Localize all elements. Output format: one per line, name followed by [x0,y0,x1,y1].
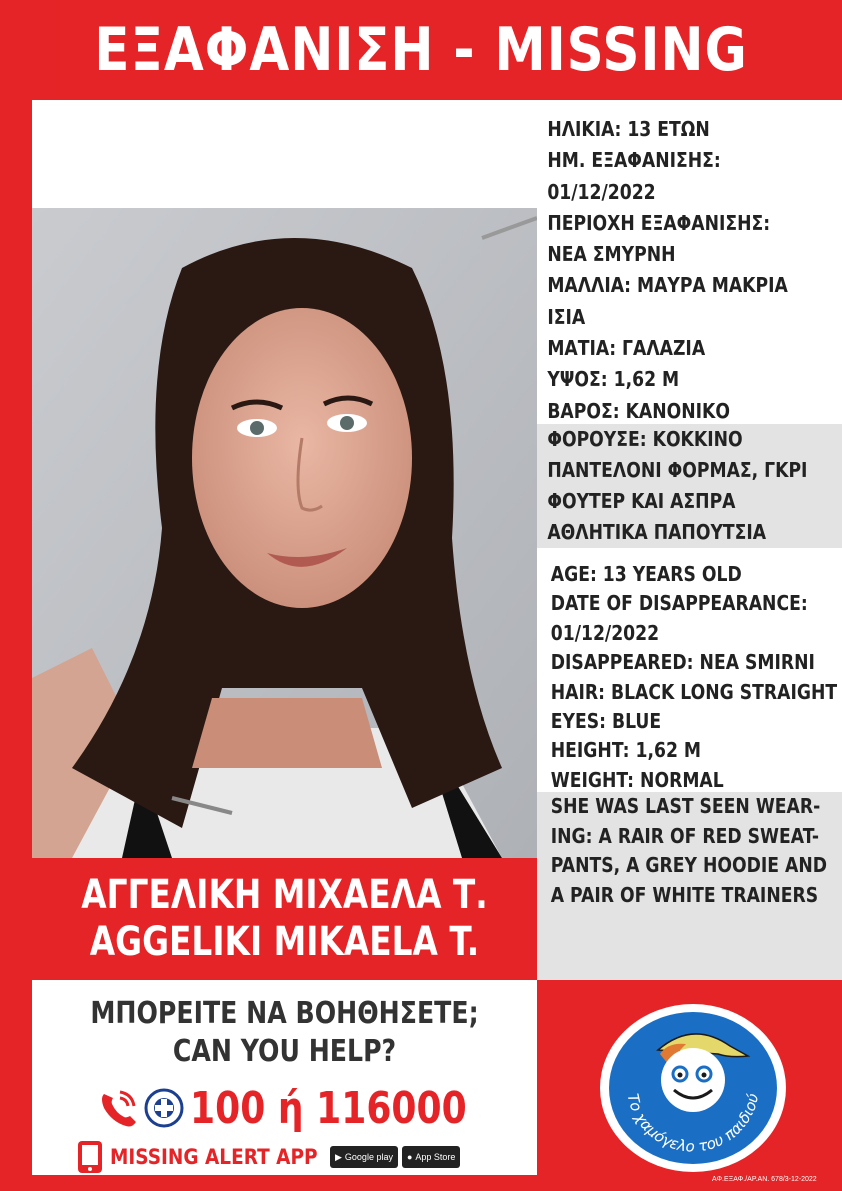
detail-line: ΜΑΤΙΑ: ΓΑΛΑΖΙΑ [547,336,706,361]
apple-icon: ● [406,1152,413,1162]
detail-line: AGE: 13 YEARS OLD [550,562,742,586]
missing-person-photo [32,208,537,858]
detail-line: ΠΕΡΙΟΧΗ ΕΞΑΦΑΝΙΣΗΣ: [547,210,771,235]
police-emblem-icon [144,1086,184,1130]
person-name [32,858,537,980]
logo-text: Το χαμόγελο του παιδιού [623,1091,763,1156]
clothing-line: ΦΟΡΟΥΣΕ: ΚΟΚΚΙΝΟ [547,427,743,451]
clothing-line: A PAIR OF WHITE TRAINERS [550,882,819,907]
detail-line: ΗΛΙΚΙΑ: 13 ΕΤΩΝ [547,117,710,141]
reference-footnote: ΑΦ.ΕΞΑΦ./AP.AN. 678/3-12-2022 [712,1176,817,1183]
detail-line: 01/12/2022 [550,620,660,645]
page-title: ΕΞΑΦΑΝΙΣΗ - MISSING [59,0,783,100]
play-icon: ▶ [335,1151,342,1162]
mobile-phone-icon [76,1140,104,1174]
name-latin: AGGELIKI MIKAELA T. [89,919,480,965]
app-row [76,1140,460,1174]
clothing-line: ΠΑΝΤΕΛΟΝΙ ΦΟΡΜΑΣ, ΓΚΡΙ [547,458,808,482]
app-label: MISSING ALERT APP [110,1145,318,1169]
charity-logo [598,1002,788,1174]
detail-line: ΥΨΟΣ: 1,62 Μ [547,367,680,392]
help-section [32,980,537,1175]
phone-row [96,1083,528,1133]
name-greek: ΑΓΓΕΛΙΚΗ ΜΙΧΑΕΛΑ Τ. [81,872,488,918]
phone-number[interactable]: 100 ή 116000 [190,1082,467,1134]
detail-line: 01/12/2022 [547,179,656,204]
help-question-english: CAN YOU HELP? [172,1034,397,1069]
english-clothing [537,792,842,980]
photo-top-margin [32,100,537,208]
phone-icon [96,1086,140,1130]
detail-line: DISAPPEARED: NEA SMIRNI [550,650,815,675]
detail-line: ΒΑΡΟΣ: ΚΑΝΟΝΙΚΟ [547,398,730,423]
clothing-line: PANTS, A GREY HOODIE AND [550,853,828,877]
clothing-line: SHE WAS LAST SEEN WEAR- [550,794,821,818]
clothing-line: ΦΟΥΤΕΡ ΚΑΙ ΑΣΠΡΑ [547,489,736,513]
clothing-line: ING: A RAIR OF RED SWEAT- [550,823,820,848]
help-question-greek: ΜΠΟΡΕΙΤΕ ΝΑ ΒΟΗΘΗΣΕΤΕ; [90,996,479,1031]
clothing-line: ΑΘΛΗΤΙΚΑ ΠΑΠΟΥΤΣΙΑ [547,520,767,544]
detail-line: EYES: BLUE [550,709,662,734]
detail-line: ΗΜ. ΕΞΑΦΑΝΙΣΗΣ: [547,148,721,173]
google-play-badge[interactable]: ▶ Google play [330,1146,398,1168]
detail-line: DATE OF DISAPPEARANCE: [550,591,808,616]
app-store-badge[interactable]: ● App Store [402,1146,460,1168]
english-details [537,560,842,795]
detail-line: ΜΑΛΛΙΑ: ΜΑΥΡΑ ΜΑΚΡΙΑ [547,273,788,298]
detail-line: ΝΕΑ ΣΜΥΡΝΗ [547,242,676,267]
detail-line: HAIR: BLACK LONG STRAIGHT [550,679,838,704]
detail-line: HEIGHT: 1,62 M [550,738,702,763]
detail-line: ΙΣΙΑ [547,304,586,329]
greek-clothing [537,424,842,548]
detail-line: WEIGHT: NORMAL [550,767,724,792]
description-panel [537,100,842,980]
greek-details [537,114,842,427]
